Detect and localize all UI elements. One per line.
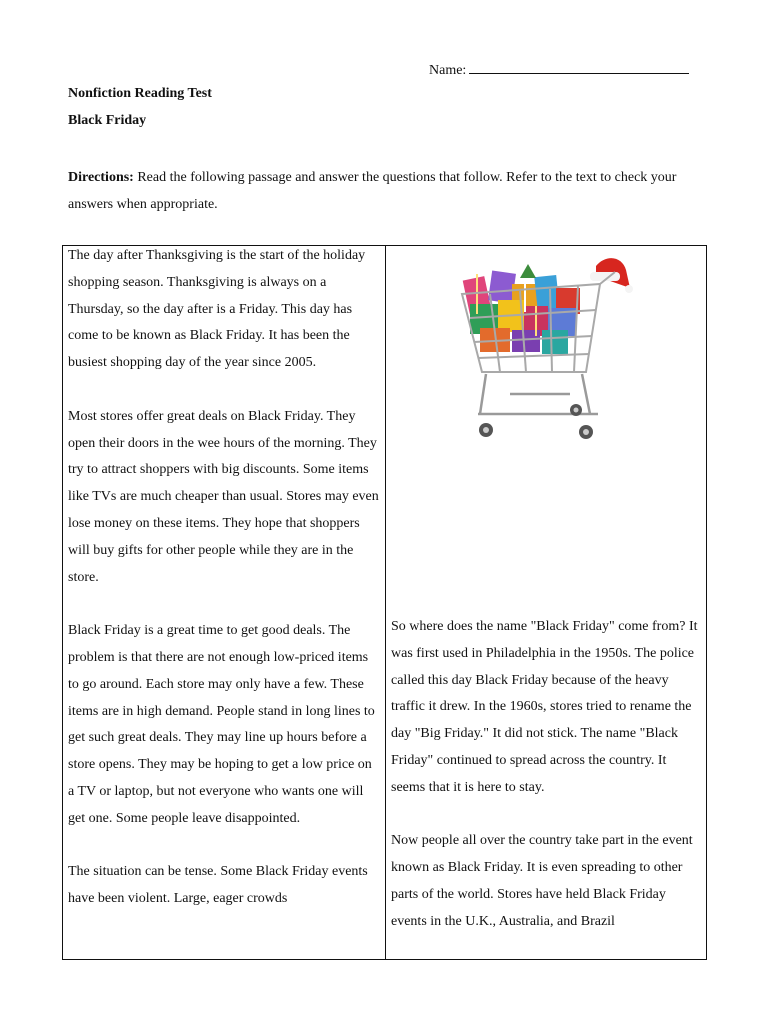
- passage-paragraph: The day after Thanksgiving is the start of the holiday shopping season. Thanksgiving is always on a Thursday, so the day after is a Friday. This day has come to be known as Black Friday. It has been the busiest shopping day of the year since 2005.: [68, 248, 366, 371]
- name-label: Name:: [429, 63, 467, 78]
- directions-label: Directions:: [68, 170, 134, 185]
- shopping-cart-icon: [400, 254, 635, 446]
- passage-paragraph: Black Friday is a great time to get good deals. The problem is that there are not enough low-priced items to go around. Each store may only have a few. These items are in high demand. People stand in long lines to get such great deals. They may line up hours before a store opens. They may be hoping to get a low price on a TV or laptop, but not everyone who wants one will get one. Some people leave disappointed.: [68, 623, 375, 826]
- right-column: [391, 614, 703, 960]
- directions-text: Read the following passage and answer the questions that follow. Refer to the text to check your answers when appropriate.: [68, 170, 677, 212]
- test-title: Nonfiction Reading Test: [68, 86, 212, 101]
- left-column: [68, 245, 380, 940]
- directions: [68, 164, 708, 218]
- passage-title: Black Friday: [68, 113, 147, 128]
- passage-paragraph: So where does the name "Black Friday" come from? It was first used in Philadelphia in the 1950s. The police called this day Black Friday because of the heavy traffic it drew. In the 1960s, stores tried to rename the day "Big Friday." It did not stick. The name "Black Friday" continued to spread across the country. It seems that it is here to stay.: [391, 619, 698, 795]
- passage-paragraph: The situation can be tense. Some Black Friday events have been violent. Large, eager crowds: [68, 864, 368, 907]
- name-blank-line[interactable]: [469, 58, 689, 74]
- passage-paragraph: Most stores offer great deals on Black Friday. They open their doors in the wee hours of the morning. They try to attract shoppers with big discounts. Some items like TVs are much cheaper than usual. Stores may even lose money on these items. They hope that shoppers will buy gifts for other people while they are in the store.: [68, 408, 379, 585]
- passage-paragraph: Now people all over the country take part in the event known as Black Friday. It is even spreading to other parts of the world. Stores have held Black Friday events in the U.K., Australia, and Brazil: [391, 833, 693, 929]
- column-divider: [385, 246, 386, 959]
- cart-wheels: [479, 404, 593, 439]
- name-field: [429, 58, 689, 79]
- shopping-cart-image: [400, 254, 635, 446]
